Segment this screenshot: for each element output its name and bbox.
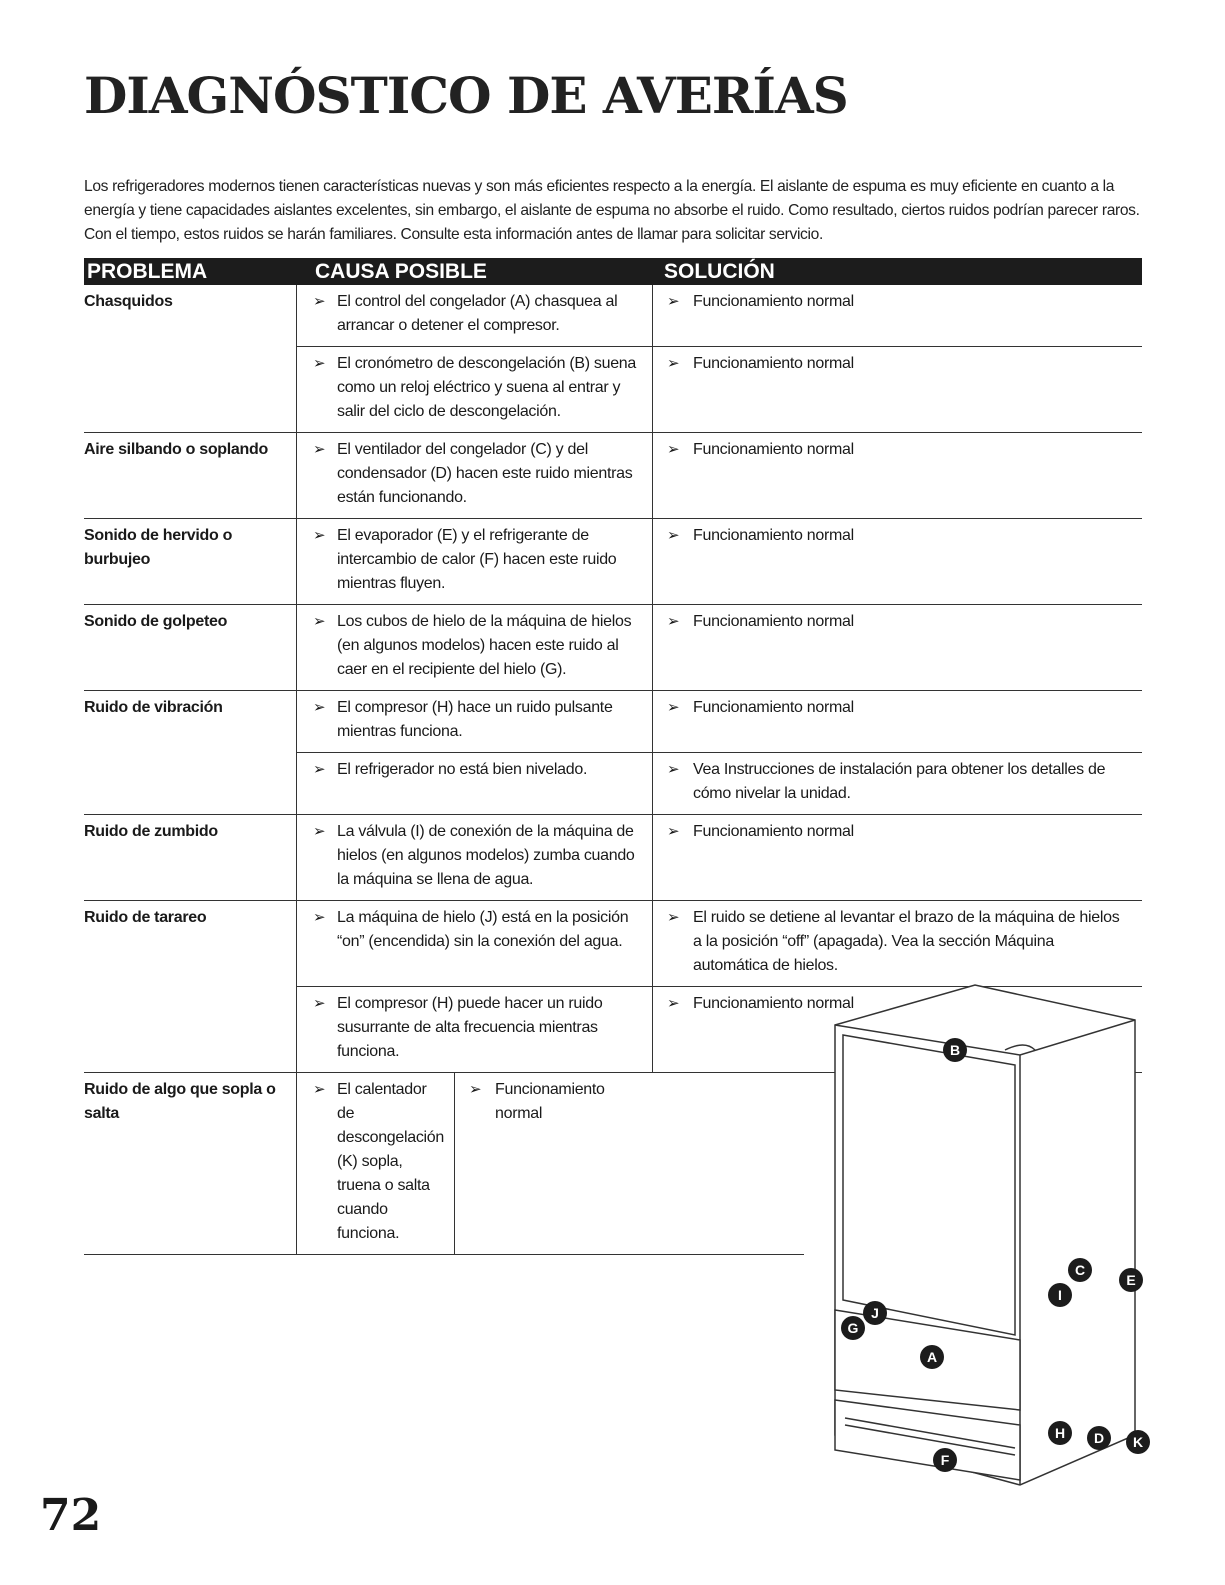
diagram-label-g <box>841 1316 865 1340</box>
problem-label: Sonido de hervido o burbujeo <box>84 527 233 568</box>
cause-cell <box>296 519 652 604</box>
cause-cell <box>296 347 652 432</box>
solution-text: Funcionamiento normal <box>693 527 854 544</box>
cause-solution-row <box>296 346 1142 432</box>
solution-text: Funcionamiento normal <box>495 1081 605 1122</box>
solution-cell <box>652 901 1142 986</box>
svg-text:B: B <box>949 1042 961 1058</box>
diagram-label-h <box>1048 1421 1072 1445</box>
arrow-bullet-icon: ➢ <box>313 527 326 544</box>
diagram-label-a <box>920 1345 944 1369</box>
solution-text: Funcionamiento normal <box>693 613 854 630</box>
solution-text: Funcionamiento normal <box>693 995 854 1012</box>
arrow-bullet-icon: ➢ <box>313 441 326 458</box>
solution-cell <box>652 519 1142 604</box>
diagram-label-d <box>1087 1426 1111 1450</box>
arrow-bullet-icon: ➢ <box>469 1081 482 1098</box>
arrow-bullet-icon: ➢ <box>667 995 680 1012</box>
table-header <box>84 258 1142 285</box>
arrow-bullet-icon: ➢ <box>667 355 680 372</box>
cause-solution-row <box>296 691 1142 752</box>
cause-solution-row <box>296 433 1142 518</box>
table-row <box>84 815 1142 901</box>
arrow-bullet-icon: ➢ <box>667 909 680 926</box>
svg-text:A: A <box>926 1349 938 1365</box>
arrow-bullet-icon: ➢ <box>313 1081 326 1098</box>
problem-label: Ruido de zumbido <box>84 823 218 840</box>
table-row <box>84 285 1142 433</box>
cause-cell <box>296 753 652 814</box>
svg-text:H: H <box>1054 1425 1066 1441</box>
cause-text: El ventilador del congelador (C) y del condensador (D) hacen este ruido mientras están funcionando. <box>337 441 633 506</box>
cause-text: Los cubos de hielo de la máquina de hielos (en algunos modelos) hacen este ruido al caer en el recipiente del hielo (G). <box>337 613 632 678</box>
table-row <box>84 519 1142 605</box>
diagram-label-j <box>863 1301 887 1325</box>
arrow-bullet-icon: ➢ <box>667 613 680 630</box>
table-row <box>84 1073 804 1255</box>
arrow-bullet-icon: ➢ <box>313 995 326 1012</box>
cause-text: El compresor (H) hace un ruido pulsante mientras funciona. <box>337 699 613 740</box>
arrow-bullet-icon: ➢ <box>667 293 680 310</box>
page-title: DIAGNÓSTICO DE AVERÍAS <box>84 66 848 125</box>
solution-text: Vea Instrucciones de instalación para obtener los detalles de cómo nivelar la unidad. <box>693 761 1106 802</box>
diagram-label-f <box>933 1448 957 1472</box>
svg-text:E: E <box>1126 1272 1136 1288</box>
solution-cell <box>652 605 1142 690</box>
solution-cell <box>652 691 1142 752</box>
cause-text: La válvula (I) de conexión de la máquina de hielos (en algunos modelos) zumba cuando la máquina se llena de agua. <box>337 823 635 888</box>
cause-solution-row <box>296 519 1142 604</box>
problem-label: Ruido de tarareo <box>84 909 207 926</box>
arrow-bullet-icon: ➢ <box>313 699 326 716</box>
cause-text: La máquina de hielo (J) está en la posición “on” (encendida) sin la conexión del agua. <box>337 909 629 950</box>
cause-solution-row <box>296 752 1142 814</box>
arrow-bullet-icon: ➢ <box>667 441 680 458</box>
refrigerator-illustration <box>805 980 1155 1500</box>
diagram-label-e <box>1119 1268 1143 1292</box>
solution-cell <box>652 347 1142 432</box>
cause-solution-row <box>296 901 1142 986</box>
solution-cell <box>652 815 1142 900</box>
header-cause: CAUSA POSIBLE <box>315 260 487 283</box>
header-problem: PROBLEMA <box>87 260 208 283</box>
arrow-bullet-icon: ➢ <box>313 293 326 310</box>
arrow-bullet-icon: ➢ <box>313 909 326 926</box>
cause-solution-row <box>296 605 1142 690</box>
svg-text:D: D <box>1093 1430 1105 1446</box>
cause-text: El compresor (H) puede hacer un ruido susurrante de alta frecuencia mientras funciona. <box>337 995 603 1060</box>
arrow-bullet-icon: ➢ <box>313 355 326 372</box>
table-row <box>84 691 1142 815</box>
cause-cell <box>296 901 652 986</box>
svg-text:C: C <box>1074 1262 1086 1278</box>
cause-text: El cronómetro de descongelación (B) suena como un reloj eléctrico y suena al entrar y salir del ciclo de descongelación. <box>337 355 636 420</box>
cause-cell <box>296 815 652 900</box>
solution-cell <box>454 1073 612 1254</box>
diagram-label-c <box>1068 1258 1092 1282</box>
cause-cell <box>296 987 652 1072</box>
svg-text:I: I <box>1058 1287 1062 1303</box>
svg-text:J: J <box>871 1305 879 1321</box>
problem-label: Sonido de golpeteo <box>84 613 228 630</box>
solution-cell <box>652 285 1142 346</box>
cause-solution-row <box>296 285 1142 346</box>
solution-text: Funcionamiento normal <box>693 293 854 310</box>
page-number: 72 <box>40 1490 102 1541</box>
cause-text: El control del congelador (A) chasquea al arrancar o detener el compresor. <box>337 293 618 334</box>
cause-cell <box>296 285 652 346</box>
problem-label: Aire silbando o soplando <box>84 441 268 458</box>
intro-paragraph: Los refrigeradores modernos tienen características nuevas y son más eficientes respecto a la energía. El aislante de espuma es muy eficiente en cuanto a la energía y tiene capacidades aislantes excelentes, sin embargo, el aislante de espuma no absorbe el ruido. Como resultado, ciertos ruidos podrían parecer raros. Con el tiempo, estos ruidos se harán familiares. Consulte esta información antes de llamar para solicitar servicio. <box>84 178 1140 243</box>
problem-label: Chasquidos <box>84 293 173 310</box>
cause-solution-row <box>296 815 1142 900</box>
cause-cell <box>296 1073 454 1254</box>
arrow-bullet-icon: ➢ <box>667 527 680 544</box>
svg-text:G: G <box>847 1320 859 1336</box>
svg-text:F: F <box>940 1452 950 1468</box>
table-row <box>84 605 1142 691</box>
diagram-label-i <box>1048 1283 1072 1307</box>
solution-cell <box>652 433 1142 518</box>
arrow-bullet-icon: ➢ <box>313 613 326 630</box>
cause-cell <box>296 605 652 690</box>
solution-text: Funcionamiento normal <box>693 699 854 716</box>
cause-text: El evaporador (E) y el refrigerante de intercambio de calor (F) hacen este ruido mientras fluyen. <box>337 527 617 592</box>
arrow-bullet-icon: ➢ <box>667 761 680 778</box>
solution-text: Funcionamiento normal <box>693 441 854 458</box>
header-solution: SOLUCIÓN <box>664 260 775 283</box>
diagram-label-k <box>1126 1430 1150 1454</box>
svg-text:K: K <box>1132 1434 1144 1450</box>
problem-label: Ruido de vibración <box>84 699 223 716</box>
arrow-bullet-icon: ➢ <box>313 823 326 840</box>
solution-text: El ruido se detiene al levantar el brazo de la máquina de hielos a la posición “off” (apagada). Vea la sección Máquina automática de hielos. <box>693 909 1120 974</box>
diagram-label-b <box>943 1038 967 1062</box>
arrow-bullet-icon: ➢ <box>667 823 680 840</box>
arrow-bullet-icon: ➢ <box>313 761 326 778</box>
solution-text: Funcionamiento normal <box>693 355 854 372</box>
problem-label: Ruido de algo que sopla o salta <box>84 1081 276 1122</box>
solution-cell <box>652 753 1142 814</box>
cause-text: El refrigerador no está bien nivelado. <box>337 761 588 778</box>
cause-cell <box>296 691 652 752</box>
cause-cell <box>296 433 652 518</box>
cause-text: El calentador de descongelación (K) sopla, truena o salta cuando funciona. <box>337 1081 444 1242</box>
solution-text: Funcionamiento normal <box>693 823 854 840</box>
arrow-bullet-icon: ➢ <box>667 699 680 716</box>
table-row <box>84 433 1142 519</box>
cause-solution-row <box>296 1073 605 1254</box>
